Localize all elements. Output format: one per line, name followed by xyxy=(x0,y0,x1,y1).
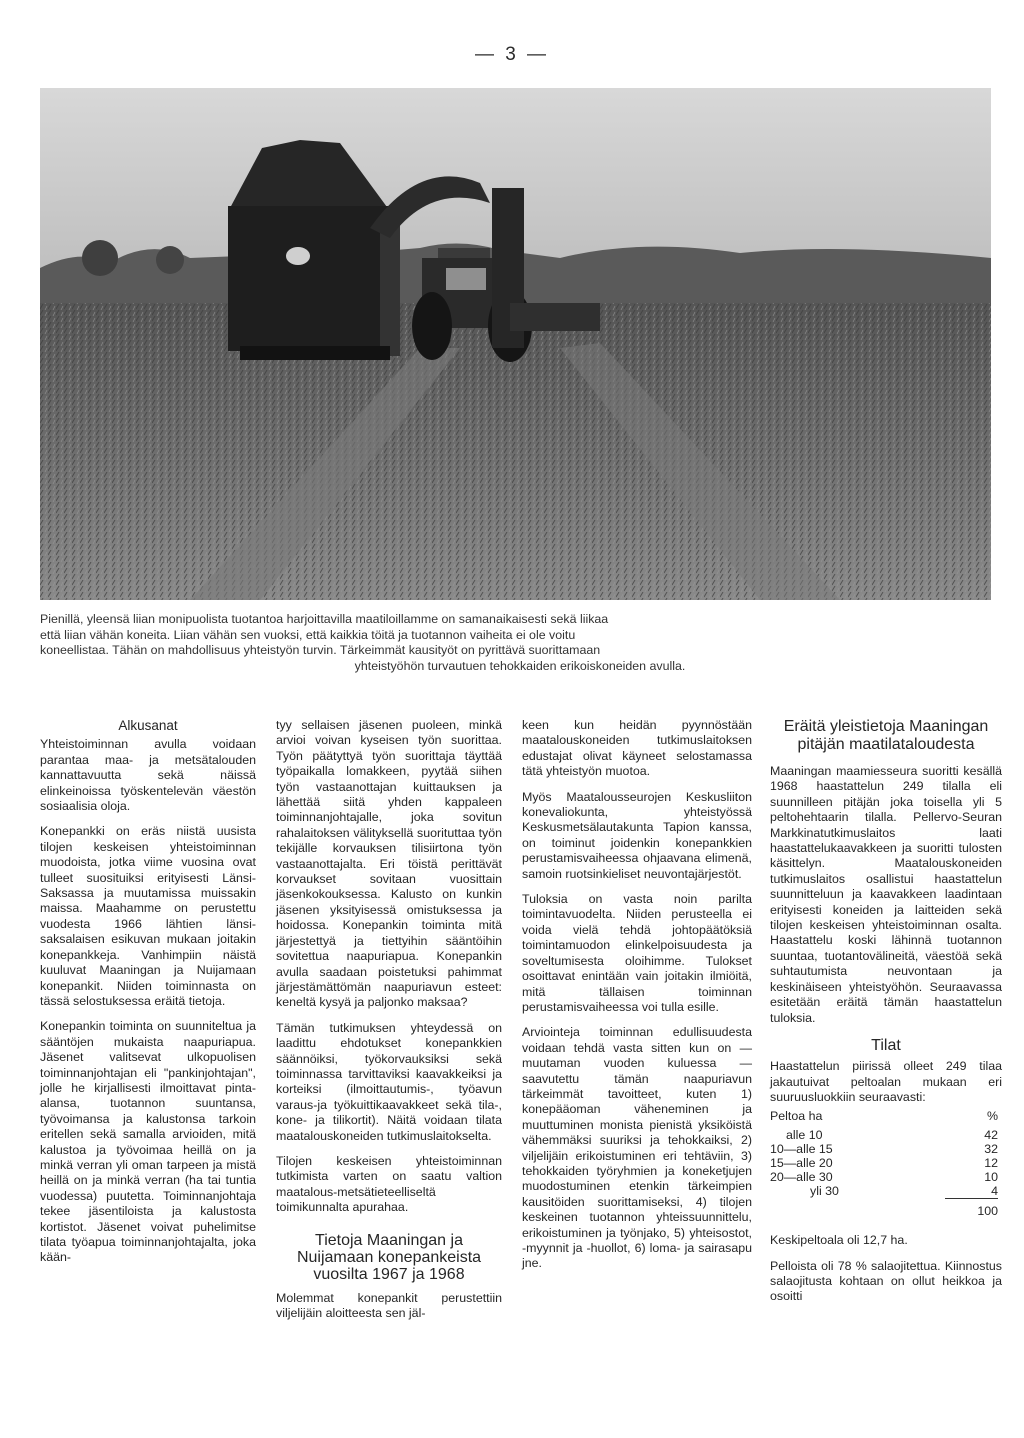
paragraph: Yhteistoiminnan avulla voidaan parantaa maa- ja metsätalouden kannattavuutta sekä näissä elinkeinoissa työskentelevän väestön sosiaalisia oloja. xyxy=(40,737,256,814)
table-cell: 12 xyxy=(984,1155,998,1170)
column-3 xyxy=(522,718,752,1282)
paragraph: Tuloksia on vasta noin parilta toimintavuodelta. Niiden perusteella ei voida vielä tehdä johtopäätöksiä toimintamuodon elinkelpoisuudesta ja soveltumisesta oloihimme. Tulokset osoittavat enintään vain joitakin ilmiöitä, mitä tällaisen toiminnan perustamisvaiheessa voi tulla esille. xyxy=(522,892,752,1014)
table-cell: alle 10 xyxy=(786,1128,823,1143)
paragraph: Tämän tutkimuksen yhteydessä on laadittu ehdotukset konepankkien säännöiksi, työkorvauksiksi sekä toiminnassa tarvittaviksi kaavakkeiksi ja korteiksi (ilmoittautumis-, työavun varaus-ja työkuittikaavakkeet sekä tila-, kone- ja tilikortit). Näitä voidaan tilata maatalouskoneiden tutkimuslaitokselta. xyxy=(276,1020,502,1143)
paragraph: Keskipeltoala oli 12,7 ha. xyxy=(770,1233,908,1248)
table-row xyxy=(770,1185,998,1199)
table-cell: 32 xyxy=(984,1142,998,1157)
photo-caption xyxy=(40,612,1000,674)
paragraph: keen kun heidän pyynnöstään maatalouskoneiden tutkimuslaitoksen edustajat olivat käyneet selostamassa tätä yhteistyön muotoa. xyxy=(522,718,752,779)
paragraph: Tilojen keskeisen yhteistoiminnan tutkimista varten on saatu valtion maatalous-metsätieteelliseltä toimikunnalta apurahaa. xyxy=(276,1153,502,1215)
table-cell: 15—alle 20 xyxy=(770,1155,833,1170)
paragraph: tyy sellaisen jäsenen puoleen, minkä arvioi voivan kyseisen työn suorittaa. Työn päätyttyä työn suorittaja täyttää työpaikalla lomakkeen, pyytää siihen työn vastaanottajan kuittauksen ja lähettää siitä yhden kappaleen toiminnanjohtajalle, joka sovitun rahalaitoksen välityksellä suorituttaa työn tekijälle korvauksen tilisiirtona työn vastaanottajalta. Eri töistä perittävät korvaukset sovitaan vuosittain jäsenkokouksessa. Kalusto on kunkin jäsenen yksityisessä omistuksessa ja hoidossa. Konepankin toiminta mitä järjestettyä ja tiettyihin sääntöihin sovitettua naapuriapua. Konepankin avulla saadaan poistetuksi pahimmat järjestämättömän naapuriavun esteet: keneltä kysyä ja paljonko maksaa? xyxy=(276,718,502,1010)
table-cell: 20—alle 30 xyxy=(770,1169,833,1184)
column-1 xyxy=(40,718,256,1276)
paragraph: Molemmat konepankit perustettiin viljelijäin aloitteesta sen jäl- xyxy=(276,1290,502,1320)
caption-line: Pienillä, yleensä liian monipuolista tuotantoa harjoittavilla maatiloillamme on samanaikaisesti sekä liikaa xyxy=(40,612,609,626)
paragraph: Arviointeja toiminnan edullisuudesta voidaan tehdä vasta sitten kun on — muutaman vuoden kuluessa — saavutettu tämän naapuriavun tärkeimmät tavoitteet, kuten 1) konepääoman väheneminen ja muuttuminen monista pienistä yksiköistä vähemmäksi suuriksi ja tehokkaiksi, 2) viljelijäin erikoistuminen eri tehtäviin, 3) tehokkaiden työryhmien ja koneketjujen muodostuminen etenkin tärkeimpien kausitöiden suorittamiseksi, 4) tilojen keskeinen tuotannon yhteissuunnittelu, erikoistuminen ja työnjako, 5) yhteisostot, -myynnit ja -huollot, 6) loma- ja sairasapu jne. xyxy=(522,1025,752,1271)
caption-line: koneellistaa. Tähän on mahdollisuus yhteistyön turvin. Tärkeimmät kausityöt on pyrittävä suorittamaan xyxy=(40,643,601,657)
page-number: — 3 — xyxy=(474,44,550,65)
section-subheading: Tilat xyxy=(871,1036,901,1054)
farm-machinery-photo xyxy=(40,88,991,600)
paragraph: Konepankin toiminta on suunniteltua ja sääntöjen mukaista naapuriapua. Jäsenet valitsevat ulkopuolisen toiminnanjohtajan eli "pankinjohtajan", jolle he kirjallisesti ilmoittavat pinta-alansa, tuotannon suuntansa, työvoimansa ja kalustonsa tarkoin eritellen sekä samalla arvioiden, mitä kalustoa ja työvoimaa heillä on ja minkä verran yli oman tarpeen ja mistä heillä on ja minkä verran (ha tai tuntia vuodessa) puutetta. Toiminnanjohtaja tekee jäsentiloista ja kalustosta kortistot. Jäsenet voivat puhelimitse tilata työapua toiminnanjohtajalta, joka kään- xyxy=(40,1019,256,1265)
paragraph: Haastattelun piirissä olleet 249 tilaa jakautuivat peltoalan mukaan eri suuruusluokkiin seuraavasti: xyxy=(770,1059,1002,1105)
section-heading: Tietoja Maaningan ja Nuijamaan konepankeista vuosilta 1967 ja 1968 xyxy=(296,1231,482,1283)
caption-line: että liian vähän koneita. Liian vähän sen vuoksi, että kaikkia töitä ja tuotannon vaiheita ei ole voitu xyxy=(40,627,576,642)
table-header-unit: % xyxy=(986,1108,998,1123)
paragraph: Konepankki on eräs niistä uusista tilojen keskeisen yhteistoiminnan muodoista, jotka viime vuosina ovat tulleet suosituiksi erityisesti Länsi-Saksassa ja muutamissa muissakin maissa. Maahamme on perustettu vuodesta 1966 lähtien länsi-saksalaisen esikuvan mukaan joitakin konepankkeja. Vanhimpiin näistä kuuluvat Maaningan ja Nuijamaan konepankit. Niiden toiminnasta on tässä selostuksessa eräitä tietoja. xyxy=(40,824,256,1008)
table-row xyxy=(770,1171,998,1185)
paragraph: Maaningan maamiesseura suoritti kesällä 1968 haastattelun 249 tilalla eli suunnilleen pitäjän joka toisella yli 5 peltohehtaarin tilalla. Pellervo-Seuran Markkinatutkimuslaitos laati haastattelukaavakkeen ja suoritti tulosten käsittelyn. Maatalouskoneiden tutkimuslaitos osallistui haastattelun suunnitteluun ja kaavakkeen laadintaan erityisesti koneiden ja laitteiden sekä tilojen keskeisen yhteistoiminnan osalta. Haastattelu koski lähinnä tuotannon suuntaa, tuotantovälineitä, väestöä sekä suhtautumista neuvontaan ja keskinäiseen yhteistyöhön. Seuraavassa esitetään eräitä tämän haastattelun tuloksia. xyxy=(770,764,1002,1025)
table-row xyxy=(770,1157,998,1171)
table-cell: 10—alle 15 xyxy=(770,1142,833,1157)
paragraph: Myös Maatalousseurojen Keskusliiton konevaliokunta, yhteistyössä Keskusmetsälautakunta Tapion kanssa, on toiminut joidenkin konepankkien perustamisvaiheessa ohjaavana elimenä, samoin ruotsinkieliset neuvontajärjestöt. xyxy=(522,789,752,881)
table-cell: 4 xyxy=(991,1183,998,1198)
table-header-row xyxy=(770,1110,998,1124)
section-heading: Alkusanat xyxy=(118,718,178,733)
column-2 xyxy=(276,718,502,1331)
table-row xyxy=(770,1129,998,1143)
table-total: 100 xyxy=(945,1199,998,1219)
table-cell: yli 30 xyxy=(810,1183,839,1198)
table-cell: 10 xyxy=(984,1169,998,1184)
table-cell: 42 xyxy=(984,1128,998,1143)
column-4 xyxy=(770,718,1002,1315)
table-header-label: Peltoa ha xyxy=(770,1108,823,1123)
paragraph: Pelloista oli 78 % salaojitettua. Kiinnostus salaojitusta kohtaan on ollut heikkoa ja osoitti xyxy=(770,1258,1002,1304)
caption-line: yhteistyöhön turvautuen tehokkaiden erikoiskoneiden avulla. xyxy=(354,658,686,673)
table-row xyxy=(770,1143,998,1157)
section-heading: Eräitä yleistietoja Maaningan pitäjän maatilataloudesta xyxy=(783,718,989,753)
farm-size-table xyxy=(770,1110,998,1220)
